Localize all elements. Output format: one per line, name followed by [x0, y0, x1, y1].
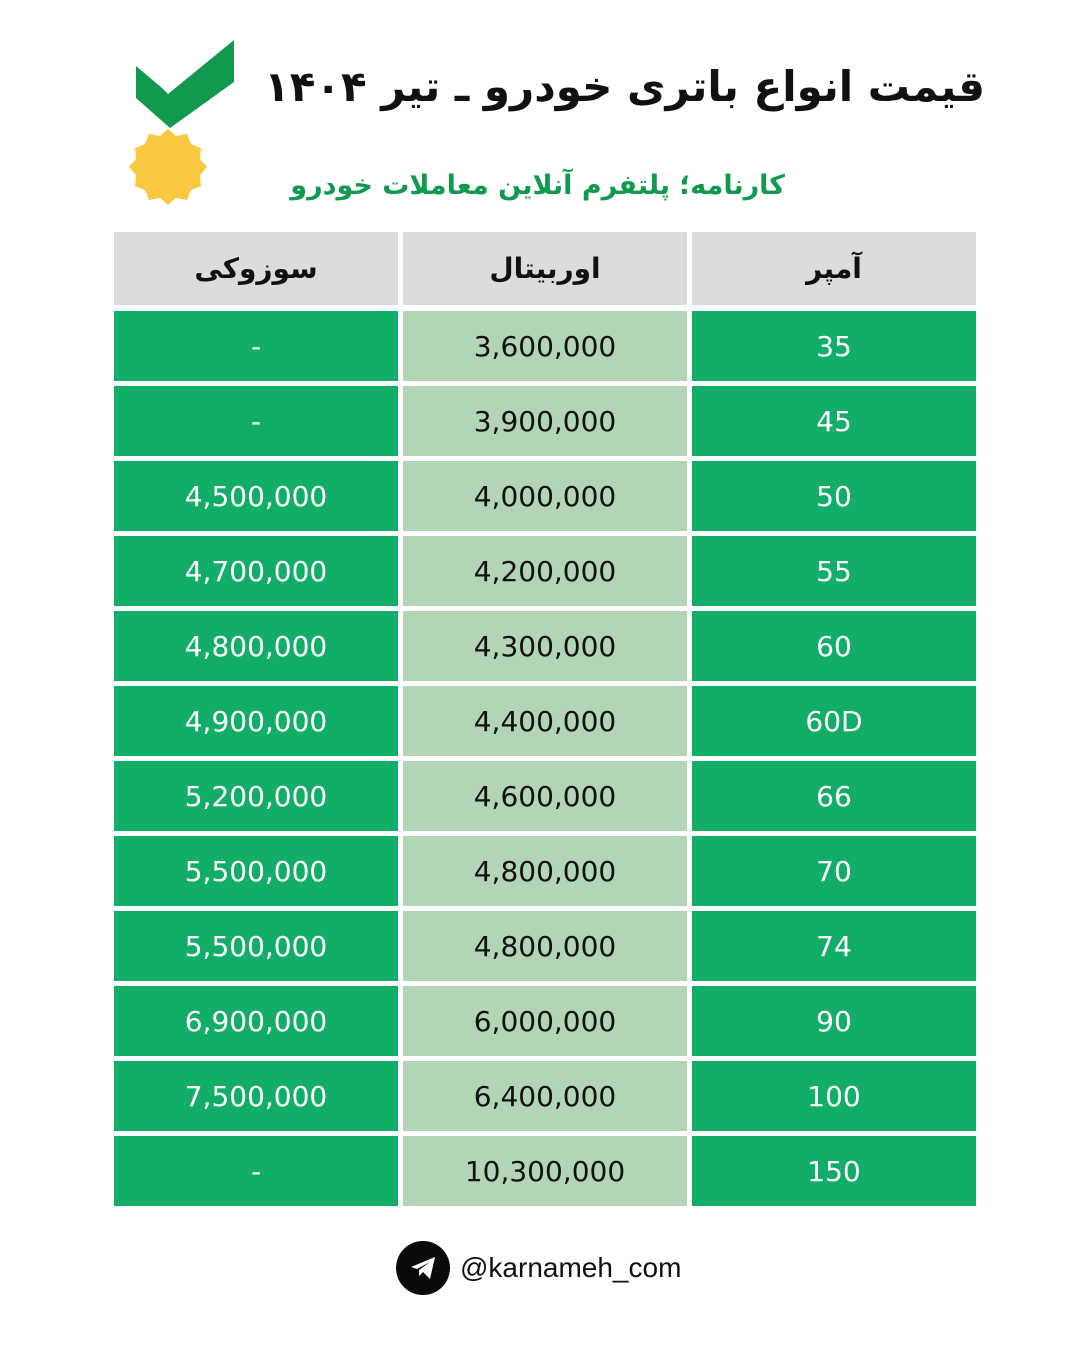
amp-cell: 45 [692, 386, 976, 456]
orbital-price-cell: 3,600,000 [403, 311, 687, 381]
amp-cell: 60D [692, 686, 976, 756]
table-row [114, 911, 976, 981]
suzuki-price-cell: 4,900,000 [114, 686, 398, 756]
orbital-price-cell: 4,200,000 [403, 536, 687, 606]
amp-cell: 90 [692, 986, 976, 1056]
amp-cell: 35 [692, 311, 976, 381]
table-row [114, 311, 976, 381]
orbital-price-cell: 4,000,000 [403, 461, 687, 531]
suzuki-price-cell: 4,800,000 [114, 611, 398, 681]
amp-cell: 70 [692, 836, 976, 906]
social-footer [396, 1240, 681, 1296]
orbital-price-cell: 4,600,000 [403, 761, 687, 831]
orbital-price-cell: 4,300,000 [403, 611, 687, 681]
amp-cell: 55 [692, 536, 976, 606]
table-row [114, 761, 976, 831]
amp-cell: 66 [692, 761, 976, 831]
suzuki-price-cell: 5,500,000 [114, 911, 398, 981]
check-mark-icon [136, 40, 234, 128]
table-row [114, 536, 976, 606]
telegram-handle[interactable]: @karnameh_com [460, 1252, 682, 1283]
amp-cell: 50 [692, 461, 976, 531]
karnameh-logo [118, 36, 248, 226]
suzuki-price-cell: 7,500,000 [114, 1061, 398, 1131]
table-body [114, 311, 976, 1206]
orbital-price-cell: 3,900,000 [403, 386, 687, 456]
column-header-amp: آمپر [692, 232, 976, 305]
suzuki-price-cell: 6,900,000 [114, 986, 398, 1056]
table-row [114, 1061, 976, 1131]
orbital-price-cell: 4,800,000 [403, 911, 687, 981]
orbital-price-cell: 6,400,000 [403, 1061, 687, 1131]
amp-cell: 74 [692, 911, 976, 981]
suzuki-price-cell: - [114, 386, 398, 456]
table-row [114, 686, 976, 756]
page-title: قیمت انواع باتری خودرو ـ تیر ۱۴۰۴ [264, 62, 985, 111]
column-header-orbital: اوربیتال [403, 232, 687, 305]
orbital-price-cell: 6,000,000 [403, 986, 687, 1056]
suzuki-price-cell: - [114, 1136, 398, 1206]
orbital-price-cell: 4,800,000 [403, 836, 687, 906]
suzuki-price-cell: 4,700,000 [114, 536, 398, 606]
table-row [114, 461, 976, 531]
amp-cell: 60 [692, 611, 976, 681]
amp-cell: 150 [692, 1136, 976, 1206]
suzuki-price-cell: 5,500,000 [114, 836, 398, 906]
amp-cell: 100 [692, 1061, 976, 1131]
table-row [114, 611, 976, 681]
column-header-suzuki: سوزوکی [114, 232, 398, 305]
battery-price-table [114, 232, 976, 1211]
orbital-price-cell: 4,400,000 [403, 686, 687, 756]
table-row [114, 836, 976, 906]
table-header-row [114, 232, 976, 305]
orbital-price-cell: 10,300,000 [403, 1136, 687, 1206]
page-subtitle: کارنامه؛ پلتفرم آنلاین معاملات خودرو [290, 170, 785, 201]
suzuki-price-cell: 4,500,000 [114, 461, 398, 531]
telegram-icon[interactable] [396, 1241, 450, 1295]
suzuki-price-cell: 5,200,000 [114, 761, 398, 831]
table-row [114, 386, 976, 456]
table-row [114, 1136, 976, 1206]
seal-badge-icon [129, 129, 207, 205]
table-row [114, 986, 976, 1056]
suzuki-price-cell: - [114, 311, 398, 381]
